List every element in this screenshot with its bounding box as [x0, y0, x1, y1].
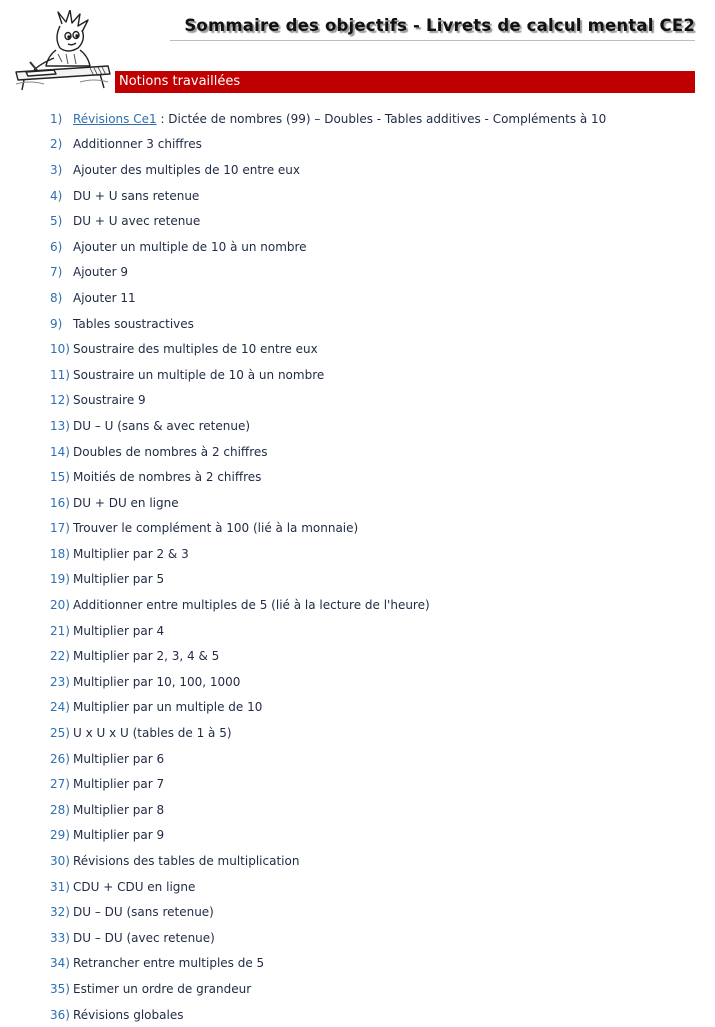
objective-text: Multiplier par 8	[73, 802, 165, 817]
objective-number: 18)	[50, 546, 70, 561]
objective-number: 31)	[50, 879, 70, 894]
objective-text: Multiplier par 9	[73, 828, 165, 843]
objective-number: 32)	[50, 905, 70, 920]
objective-text: Trouver le complément à 100 (lié à la monnaie)	[73, 521, 359, 536]
objective-item	[50, 439, 700, 465]
objective-number: 12)	[50, 393, 70, 408]
objective-item	[50, 925, 700, 951]
objective-number: 4)	[50, 188, 63, 203]
objective-text: Multiplier par un multiple de 10	[73, 700, 263, 715]
objective-item	[50, 848, 700, 874]
objective-item	[50, 183, 700, 209]
objective-number: 24)	[50, 700, 70, 715]
objective-item	[50, 260, 700, 286]
objective-text: DU + DU en ligne	[73, 495, 179, 510]
objective-item	[50, 285, 700, 311]
objective-number: 6)	[50, 239, 63, 254]
objective-number: 17)	[50, 521, 70, 536]
objective-text: CDU + CDU en ligne	[73, 879, 196, 894]
objective-number: 27)	[50, 777, 70, 792]
student-writing-at-desk-icon	[10, 10, 114, 92]
objective-text: Retrancher entre multiples de 5	[73, 956, 265, 971]
objective-item	[50, 720, 700, 746]
objective-text: Doubles de nombres à 2 chiffres	[73, 444, 268, 459]
objective-item	[50, 516, 700, 542]
objective-item	[50, 362, 700, 388]
objective-number: 29)	[50, 828, 70, 843]
objective-text: Multiplier par 6	[73, 751, 165, 766]
objective-item	[50, 541, 700, 567]
objective-item	[50, 797, 700, 823]
objective-text: : Dictée de nombres (99) – Doubles - Tables additives - Compléments à 10	[156, 111, 607, 126]
objective-item	[50, 208, 700, 234]
objective-number: 35)	[50, 981, 70, 996]
objective-item	[50, 311, 700, 337]
objective-item	[50, 490, 700, 516]
objective-number: 34)	[50, 956, 70, 971]
objective-number: 11)	[50, 367, 70, 382]
objective-text: Ajouter des multiples de 10 entre eux	[73, 162, 301, 177]
objective-text: DU + U sans retenue	[73, 188, 200, 203]
objective-item	[50, 464, 700, 490]
objective-text: DU – DU (avec retenue)	[73, 930, 215, 945]
objective-text: Tables soustractives	[73, 316, 194, 331]
objective-item	[50, 388, 700, 414]
objective-text: Multiplier par 2, 3, 4 & 5	[73, 649, 220, 664]
objective-number: 30)	[50, 854, 70, 869]
objective-number: 8)	[50, 290, 63, 305]
objective-text: Ajouter un multiple de 10 à un nombre	[73, 239, 307, 254]
objective-text: Multiplier par 10, 100, 1000	[73, 674, 241, 689]
objective-text: DU + U avec retenue	[73, 214, 201, 229]
objective-item	[50, 899, 700, 925]
objective-item	[50, 643, 700, 669]
objective-item	[50, 567, 700, 593]
objective-text: Multiplier par 7	[73, 777, 165, 792]
objective-text: Ajouter 9	[73, 265, 128, 280]
objective-item	[50, 157, 700, 183]
objective-number: 13)	[50, 418, 70, 433]
objective-number: 14)	[50, 444, 70, 459]
objective-item	[50, 106, 700, 132]
objective-item	[50, 951, 700, 977]
objective-number: 28)	[50, 802, 70, 817]
objective-number: 23)	[50, 674, 70, 689]
objectives-list	[50, 106, 700, 1027]
objective-text: Multiplier par 4	[73, 623, 165, 638]
objective-number: 3)	[50, 162, 63, 177]
objective-text: Estimer un ordre de grandeur	[73, 981, 252, 996]
objective-text: Multiplier par 2 & 3	[73, 546, 189, 561]
objective-item	[50, 336, 700, 362]
objective-item	[50, 695, 700, 721]
objective-text: Additionner 3 chiffres	[73, 137, 202, 152]
objective-number: 9)	[50, 316, 63, 331]
objective-text: U x U x U (tables de 1 à 5)	[73, 726, 232, 741]
objective-text: DU – U (sans & avec retenue)	[73, 418, 251, 433]
objective-number: 1)	[50, 111, 63, 126]
objective-number: 25)	[50, 726, 70, 741]
objective-number: 16)	[50, 495, 70, 510]
title-underline	[170, 40, 695, 41]
objective-item	[50, 132, 700, 158]
objective-item	[50, 1002, 700, 1027]
objective-number: 21)	[50, 623, 70, 638]
objective-item	[50, 413, 700, 439]
objective-link-revisions-ce1[interactable]: Révisions Ce1	[73, 111, 157, 126]
objective-number: 2)	[50, 137, 63, 152]
objective-number: 19)	[50, 572, 70, 587]
objective-item	[50, 234, 700, 260]
objective-text: Soustraire un multiple de 10 à un nombre	[73, 367, 325, 382]
objective-number: 7)	[50, 265, 63, 280]
objective-text: Révisions des tables de multiplication	[73, 854, 300, 869]
objective-text: Multiplier par 5	[73, 572, 165, 587]
objective-item	[50, 746, 700, 772]
objective-number: 33)	[50, 930, 70, 945]
objective-item	[50, 771, 700, 797]
objective-item	[50, 592, 700, 618]
objective-item	[50, 669, 700, 695]
objective-text: Additionner entre multiples de 5 (lié à la lecture de l'heure)	[73, 598, 430, 613]
objective-number: 22)	[50, 649, 70, 664]
objective-number: 10)	[50, 342, 70, 357]
objective-number: 5)	[50, 214, 63, 229]
objective-number: 20)	[50, 598, 70, 613]
objective-item	[50, 976, 700, 1002]
objective-text: Moitiés de nombres à 2 chiffres	[73, 470, 262, 485]
objective-text: DU – DU (sans retenue)	[73, 905, 214, 920]
page-title: Sommaire des objectifs - Livrets de calcul mental CE2	[184, 16, 695, 35]
objective-item	[50, 618, 700, 644]
objective-item	[50, 823, 700, 849]
section-header-notions: Notions travaillées	[115, 71, 695, 93]
objective-item	[50, 874, 700, 900]
objective-text: Soustraire 9	[73, 393, 146, 408]
objective-number: 36)	[50, 1007, 70, 1022]
objective-number: 15)	[50, 470, 70, 485]
objective-text: Ajouter 11	[73, 290, 136, 305]
objective-text: Révisions globales	[73, 1007, 184, 1022]
objective-text: Soustraire des multiples de 10 entre eux	[73, 342, 318, 357]
objective-number: 26)	[50, 751, 70, 766]
